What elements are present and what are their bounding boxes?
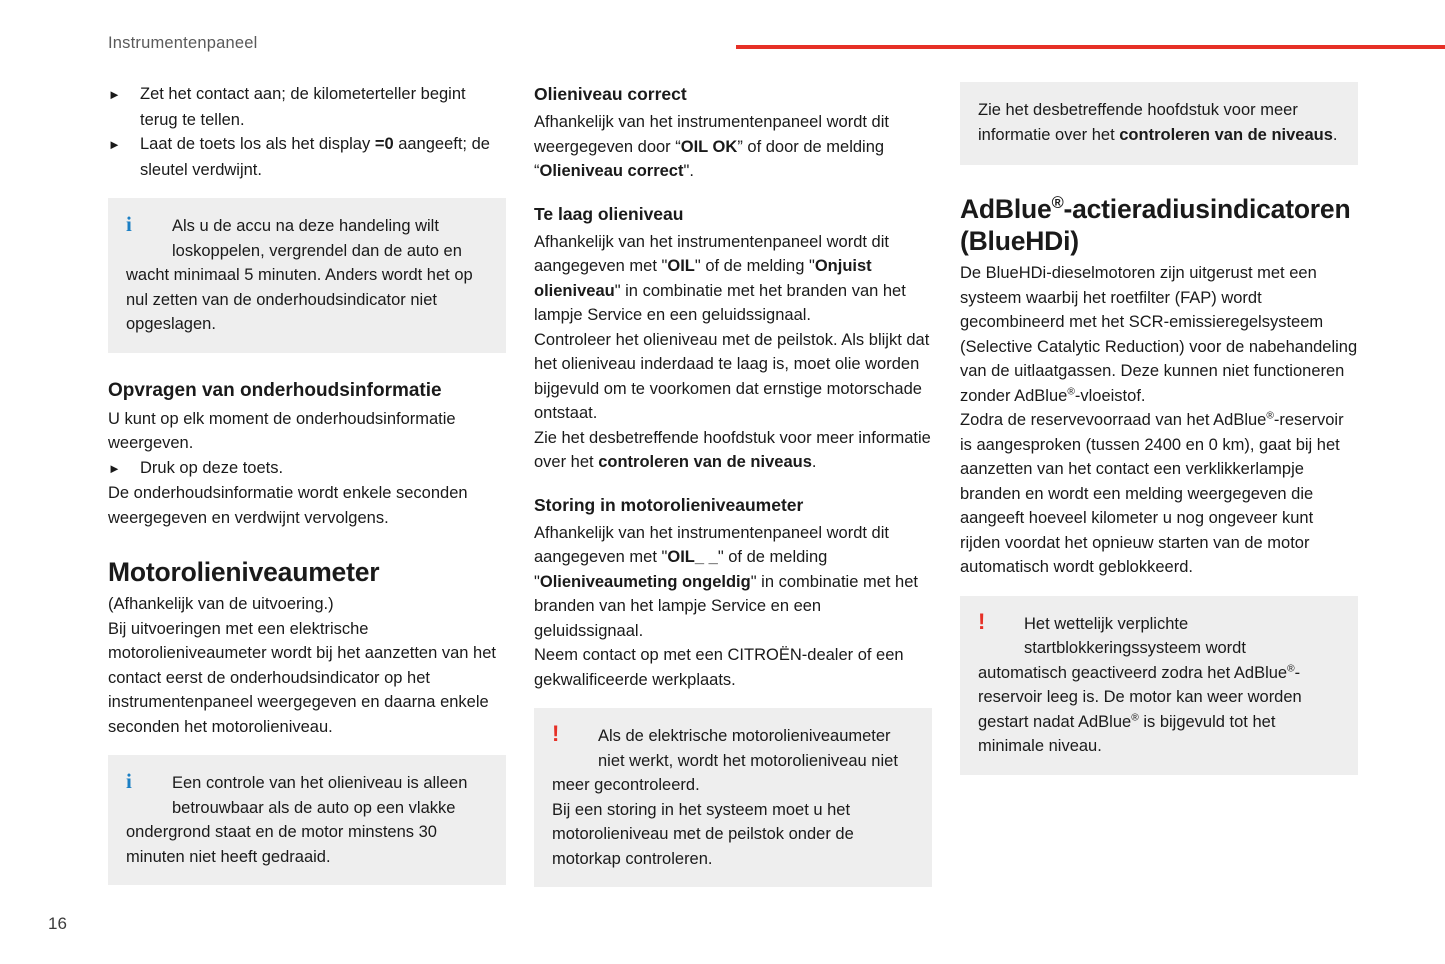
info-callout-text: Als u de accu na deze handeling wilt loskoppelen, vergrendel dan de auto en bbox=[172, 217, 462, 260]
info-callout-rest: ondergrond staat en de motor minstens 30 minuten niet heeft gedraaid. bbox=[126, 823, 437, 866]
warning-callout-rest-2: Bij een storing in het systeem moet u het motorolieniveau met de peilstok onder de motorkap controleren. bbox=[552, 800, 854, 868]
info-icon: i bbox=[126, 212, 132, 236]
text-c: . bbox=[1332, 125, 1338, 144]
header-title: Instrumentenpaneel bbox=[108, 34, 258, 52]
list-item-text: Zet het contact aan; de kilometerteller begint terug te tellen. bbox=[140, 85, 466, 129]
page-header bbox=[108, 34, 1445, 60]
text-c: . bbox=[811, 453, 817, 471]
text-b: -reservoir is aangesproken (tussen 2400 en 0 km), gaat bij het aanzetten van het contact een verklikkerlampje branden en wordt een melding weergegeven die aangeeft hoeveel kilometer u nog ongeveer kunt rijden voordat het opnieuw starten van de motor automatisch wordt geblokkeerd. bbox=[960, 411, 1344, 576]
paragraph: Controleer het olieniveau met de peilstok. Als blijkt dat het olieniveau inderdaad te laag is, moet olie worden bijgevuld om te voorkomen dat ernstige motorschade ontstaat. bbox=[534, 330, 930, 422]
text-bold-1: OIL_ _ bbox=[667, 548, 718, 566]
column-2 bbox=[534, 82, 932, 887]
section-heading-opvragen: Opvragen van onderhoudsinformatie bbox=[108, 379, 442, 401]
text-a: Zie het desbetreffende hoofdstuk voor meer informatie over het bbox=[534, 428, 931, 471]
text-e: " in combinatie met het branden van het lampje Service en een geluidssignaal. bbox=[534, 281, 906, 324]
text-bold-2: Olieniveaumeting ongeldig bbox=[539, 572, 751, 591]
section-heading-storing: Storing in motorolieniveaumeter bbox=[534, 494, 804, 515]
column-1 bbox=[108, 82, 506, 887]
text-superscript: ® bbox=[1266, 410, 1274, 422]
text-bold-2: Onjuist olieniveau bbox=[534, 257, 872, 300]
reference-box bbox=[960, 82, 1358, 165]
info-callout-text: Een controle van het olieniveau is alleen betrouwbaar als de auto op een vlakke bbox=[172, 774, 468, 817]
heading-part-1: AdBlue bbox=[960, 194, 1052, 224]
warning-icon: ! bbox=[978, 608, 986, 634]
paragraph bbox=[534, 426, 932, 475]
info-callout-first-line bbox=[126, 769, 488, 820]
warning-callout bbox=[960, 596, 1358, 775]
paragraph: (Afhankelijk van de uitvoering.) bbox=[108, 595, 334, 613]
reference-box-text bbox=[978, 98, 1340, 147]
section-heading-te-laag-olieniveau: Te laag olieniveau bbox=[534, 203, 684, 224]
list-item-text-bold: =0 bbox=[374, 135, 394, 153]
content-columns bbox=[108, 82, 1358, 887]
warning-callout-text: Het wettelijk verplichte startblokkeringssysteem wordt bbox=[1024, 614, 1246, 657]
warning-callout bbox=[534, 708, 932, 887]
list-item bbox=[108, 82, 506, 132]
paragraph: Bij uitvoeringen met een elektrische motorolieniveaumeter wordt bij het aanzetten van het contact eerst de onderhoudsindicator op het instrumentenpaneel weergegeven en daarna enkele seconden het motorolieniveau. bbox=[108, 619, 496, 736]
list-item bbox=[108, 132, 506, 182]
text-e: ". bbox=[683, 162, 694, 180]
text-a: Afhankelijk van het instrumentenpaneel wordt dit aangegeven met " bbox=[534, 523, 889, 566]
page-number: 16 bbox=[48, 914, 67, 933]
text-a: Zie het desbetreffende hoofdstuk voor meer informatie over het bbox=[978, 101, 1298, 144]
section-heading-olieniveau-correct: Olieniveau correct bbox=[534, 84, 687, 104]
section-heading-adblue bbox=[960, 193, 1358, 257]
arrow-icon: ► bbox=[108, 460, 121, 476]
heading-superscript: ® bbox=[1051, 194, 1064, 213]
text-a: Afhankelijk van het instrumentenpaneel wordt dit weergegeven door “ bbox=[534, 113, 889, 156]
text-c: " of de melding " bbox=[694, 257, 815, 275]
warning-callout-first-line bbox=[552, 722, 914, 773]
paragraph bbox=[534, 521, 932, 644]
text-bold-1: OIL OK bbox=[680, 137, 738, 156]
text-a: Zodra de reservevoorraad van het AdBlue bbox=[960, 411, 1267, 429]
info-callout bbox=[108, 755, 506, 885]
list-item-text-a: Laat de toets los als het display bbox=[140, 135, 375, 153]
text-c: is bijgevuld tot het minimale niveau. bbox=[978, 712, 1276, 755]
text-superscript-1: ® bbox=[1287, 663, 1295, 674]
heading-part-2: -actieradiusindicatoren (BlueHDi) bbox=[960, 194, 1351, 256]
warning-callout-rest bbox=[978, 661, 1340, 759]
paragraph: Neem contact op met een CITROËN-dealer of een gekwalificeerde werkplaats. bbox=[534, 646, 904, 689]
text-a: De BlueHDi-dieselmotoren zijn uitgerust met een systeem waarbij het roetfilter (FAP) wordt gecombineerd met het SCR-emissieregelsysteem (Selective Catalytic Reduction) voor de nabehandeling van de uitlaatgassen. Deze kunnen niet functioneren zonder AdBlue bbox=[960, 264, 1358, 405]
text-a: Afhankelijk van het instrumentenpaneel wordt dit aangegeven met " bbox=[534, 232, 889, 275]
paragraph: U kunt op elk moment de onderhoudsinformatie weergeven. bbox=[108, 409, 456, 452]
list-item-text-c: aangeeft; de sleutel verdwijnt. bbox=[140, 135, 490, 179]
warning-icon: ! bbox=[552, 721, 560, 746]
list-item bbox=[108, 456, 506, 482]
info-callout bbox=[108, 198, 506, 353]
text-c: ” of door de melding “ bbox=[534, 137, 885, 180]
warning-callout-text: Als de elektrische motorolieniveaumeter niet werkt, wordt het motorolieniveau niet bbox=[598, 727, 898, 770]
paragraph bbox=[534, 110, 932, 184]
text-bold: controleren van de niveaus bbox=[598, 453, 812, 471]
text-c: " of de melding " bbox=[534, 548, 828, 591]
info-callout-rest: wacht minimaal 5 minuten. Anders wordt het op nul zetten van de onderhoudsindicator niet opgeslagen. bbox=[126, 266, 473, 333]
text-a: automatisch geactiveerd zodra het AdBlue bbox=[978, 663, 1288, 682]
text-bold-1: OIL bbox=[667, 257, 695, 275]
list-item-text: Druk op deze toets. bbox=[140, 458, 284, 477]
paragraph: De onderhoudsinformatie wordt enkele seconden weergegeven en verdwijnt vervolgens. bbox=[108, 484, 468, 527]
paragraph bbox=[960, 261, 1358, 408]
column-3 bbox=[960, 82, 1358, 887]
text-b: -vloeistof. bbox=[1074, 386, 1146, 405]
text-bold: controleren van de niveaus bbox=[1119, 125, 1333, 144]
text-b: -reservoir leeg is. De motor kan weer worden gestart nadat AdBlue bbox=[978, 663, 1302, 731]
warning-callout-rest-1: meer gecontroleerd. bbox=[552, 776, 700, 794]
text-bold-2: Olieniveau correct bbox=[539, 162, 684, 180]
text-e: " in combinatie met het branden van het lampje Service en een geluidssignaal. bbox=[534, 572, 918, 640]
arrow-icon: ► bbox=[108, 87, 121, 102]
section-heading-motorolieniveaumeter: Motorolieniveaumeter bbox=[108, 557, 380, 587]
warning-callout-first-line bbox=[978, 610, 1340, 661]
text-superscript: ® bbox=[1067, 386, 1075, 397]
info-callout-first-line bbox=[126, 212, 488, 263]
paragraph bbox=[534, 230, 932, 328]
info-icon: i bbox=[126, 769, 132, 793]
header-accent-rule bbox=[736, 45, 1445, 49]
text-superscript-2: ® bbox=[1131, 712, 1139, 723]
arrow-icon: ► bbox=[108, 137, 121, 152]
paragraph bbox=[960, 408, 1358, 580]
